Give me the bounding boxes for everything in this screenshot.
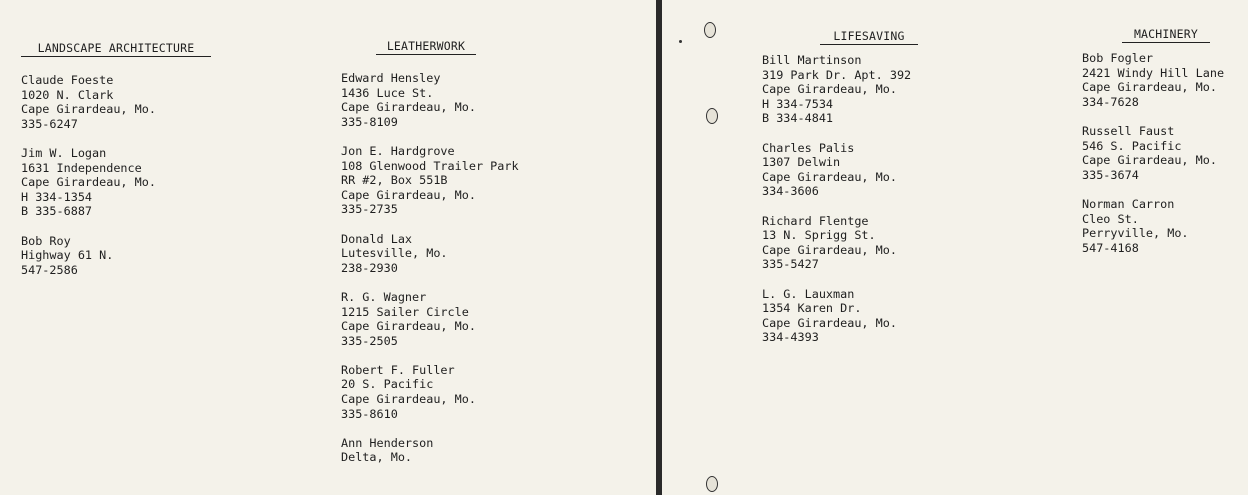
entry-line: 1307 Delwin [762,155,841,170]
entry-name: R. G. Wagner [341,289,427,304]
entry-line: 334-7628 [1082,94,1139,109]
directory-entry [762,141,918,199]
entry-line: 1020 N. Clark [21,87,114,102]
entry-line: Cape Girardeau, Mo. [762,242,897,257]
entry-name: Edward Hensley [341,71,441,85]
entry-line: 238-2930 [341,260,398,275]
entry-line: Cape Girardeau, Mo. [341,100,476,115]
entry-line: Cape Girardeau, Mo. [341,187,476,202]
entry-line: Cleo St. [1082,211,1139,226]
entry-line: 1354 Karen Dr. [762,301,862,316]
entry-line: 335-2735 [341,202,398,217]
entry-name: Donald Lax [341,231,413,246]
entry-line: Cape Girardeau, Mo. [21,102,156,117]
entry-name: Bill Martinson [762,53,862,67]
directory-entry [341,290,519,348]
directory-entry [762,214,918,272]
directory-entry [341,144,519,217]
entry-line: Lutesville, Mo. [341,246,448,261]
entry-line: 108 Glenwood Trailer Park [341,158,519,173]
section-leatherwork [341,39,519,480]
directory-entry [21,146,211,219]
entry-name: Jim W. Logan [21,145,107,160]
entry-name: Norman Carron [1082,196,1175,211]
entry-name: Ann Henderson [341,435,434,450]
section-machinery [1082,27,1224,270]
directory-entry [21,73,211,131]
entry-line: Cape Girardeau, Mo. [762,82,897,97]
entry-line: H 334-1354 [21,189,93,204]
entry-line: Cape Girardeau, Mo. [21,175,156,190]
entry-name: Richard Flentge [762,213,869,228]
entry-line: 335-5427 [762,257,819,272]
directory-entry [762,53,918,126]
entry-name: Charles Palis [762,140,855,155]
entry-line: 1436 Luce St. [341,85,434,100]
entry-line: 1215 Sailer Circle [341,304,469,319]
entry-line: Perryville, Mo. [1082,226,1189,241]
entry-line: Cape Girardeau, Mo. [762,315,897,330]
section-heading: LEATHERWORK [376,39,476,55]
entry-name: L. G. Lauxman [762,286,855,301]
directory-entry [21,234,211,278]
section-heading: MACHINERY [1122,27,1210,43]
directory-entry [341,363,519,421]
entry-line: 335-8610 [341,406,398,421]
entry-line: 334-4393 [762,330,819,345]
paper-speck [679,40,682,43]
directory-entry [341,232,519,276]
entry-name: Bob Roy [21,233,71,248]
entry-line: 13 N. Sprigg St. [762,228,876,243]
entry-line: Delta, Mo. [341,450,413,465]
entry-line: Cape Girardeau, Mo. [341,319,476,334]
entry-line: Cape Girardeau, Mo. [341,392,476,407]
entry-line: 335-3674 [1082,167,1139,182]
entry-line: 335-6247 [21,116,78,131]
binder-hole-mark [706,476,718,492]
directory-entry [762,287,918,345]
entry-line: 547-4168 [1082,240,1139,255]
directory-entry [1082,51,1224,109]
binder-hole-mark [704,22,716,38]
entry-line: 546 S. Pacific [1082,138,1182,153]
entry-line: 20 S. Pacific [341,377,434,392]
entry-line: H 334-7534 [762,96,834,111]
entry-line: 335-8109 [341,114,398,129]
section-heading: LIFESAVING [820,29,918,45]
directory-entry [1082,124,1224,182]
entry-line: RR #2, Box 551B [341,173,448,188]
entry-name: Bob Fogler [1082,51,1154,65]
binder-hole-mark [706,108,718,124]
entry-line: Cape Girardeau, Mo. [762,169,897,184]
entry-line: 335-2505 [341,333,398,348]
entry-line: 334-3606 [762,184,819,199]
entry-line: Highway 61 N. [21,248,114,263]
section-lifesaving [762,29,918,359]
entry-line: 319 Park Dr. Apt. 392 [762,67,912,82]
section-landscape-architecture [21,41,211,292]
entry-line: 2421 Windy Hill Lane [1082,65,1225,80]
directory-entry [341,436,519,465]
entry-line: B 334-4841 [762,111,834,126]
entry-line: Cape Girardeau, Mo. [1082,153,1217,168]
entry-line: B 335-6887 [21,204,93,219]
directory-entry [341,71,519,129]
entry-line: Cape Girardeau, Mo. [1082,80,1217,95]
entry-name: Jon E. Hardgrove [341,143,455,158]
entry-line: 1631 Independence [21,160,142,175]
entry-line: 547-2586 [21,262,78,277]
entry-name: Claude Foeste [21,73,114,87]
section-heading: LANDSCAPE ARCHITECTURE [21,41,211,57]
directory-entry [1082,197,1224,255]
entry-name: Robert F. Fuller [341,362,455,377]
entry-name: Russell Faust [1082,123,1175,138]
